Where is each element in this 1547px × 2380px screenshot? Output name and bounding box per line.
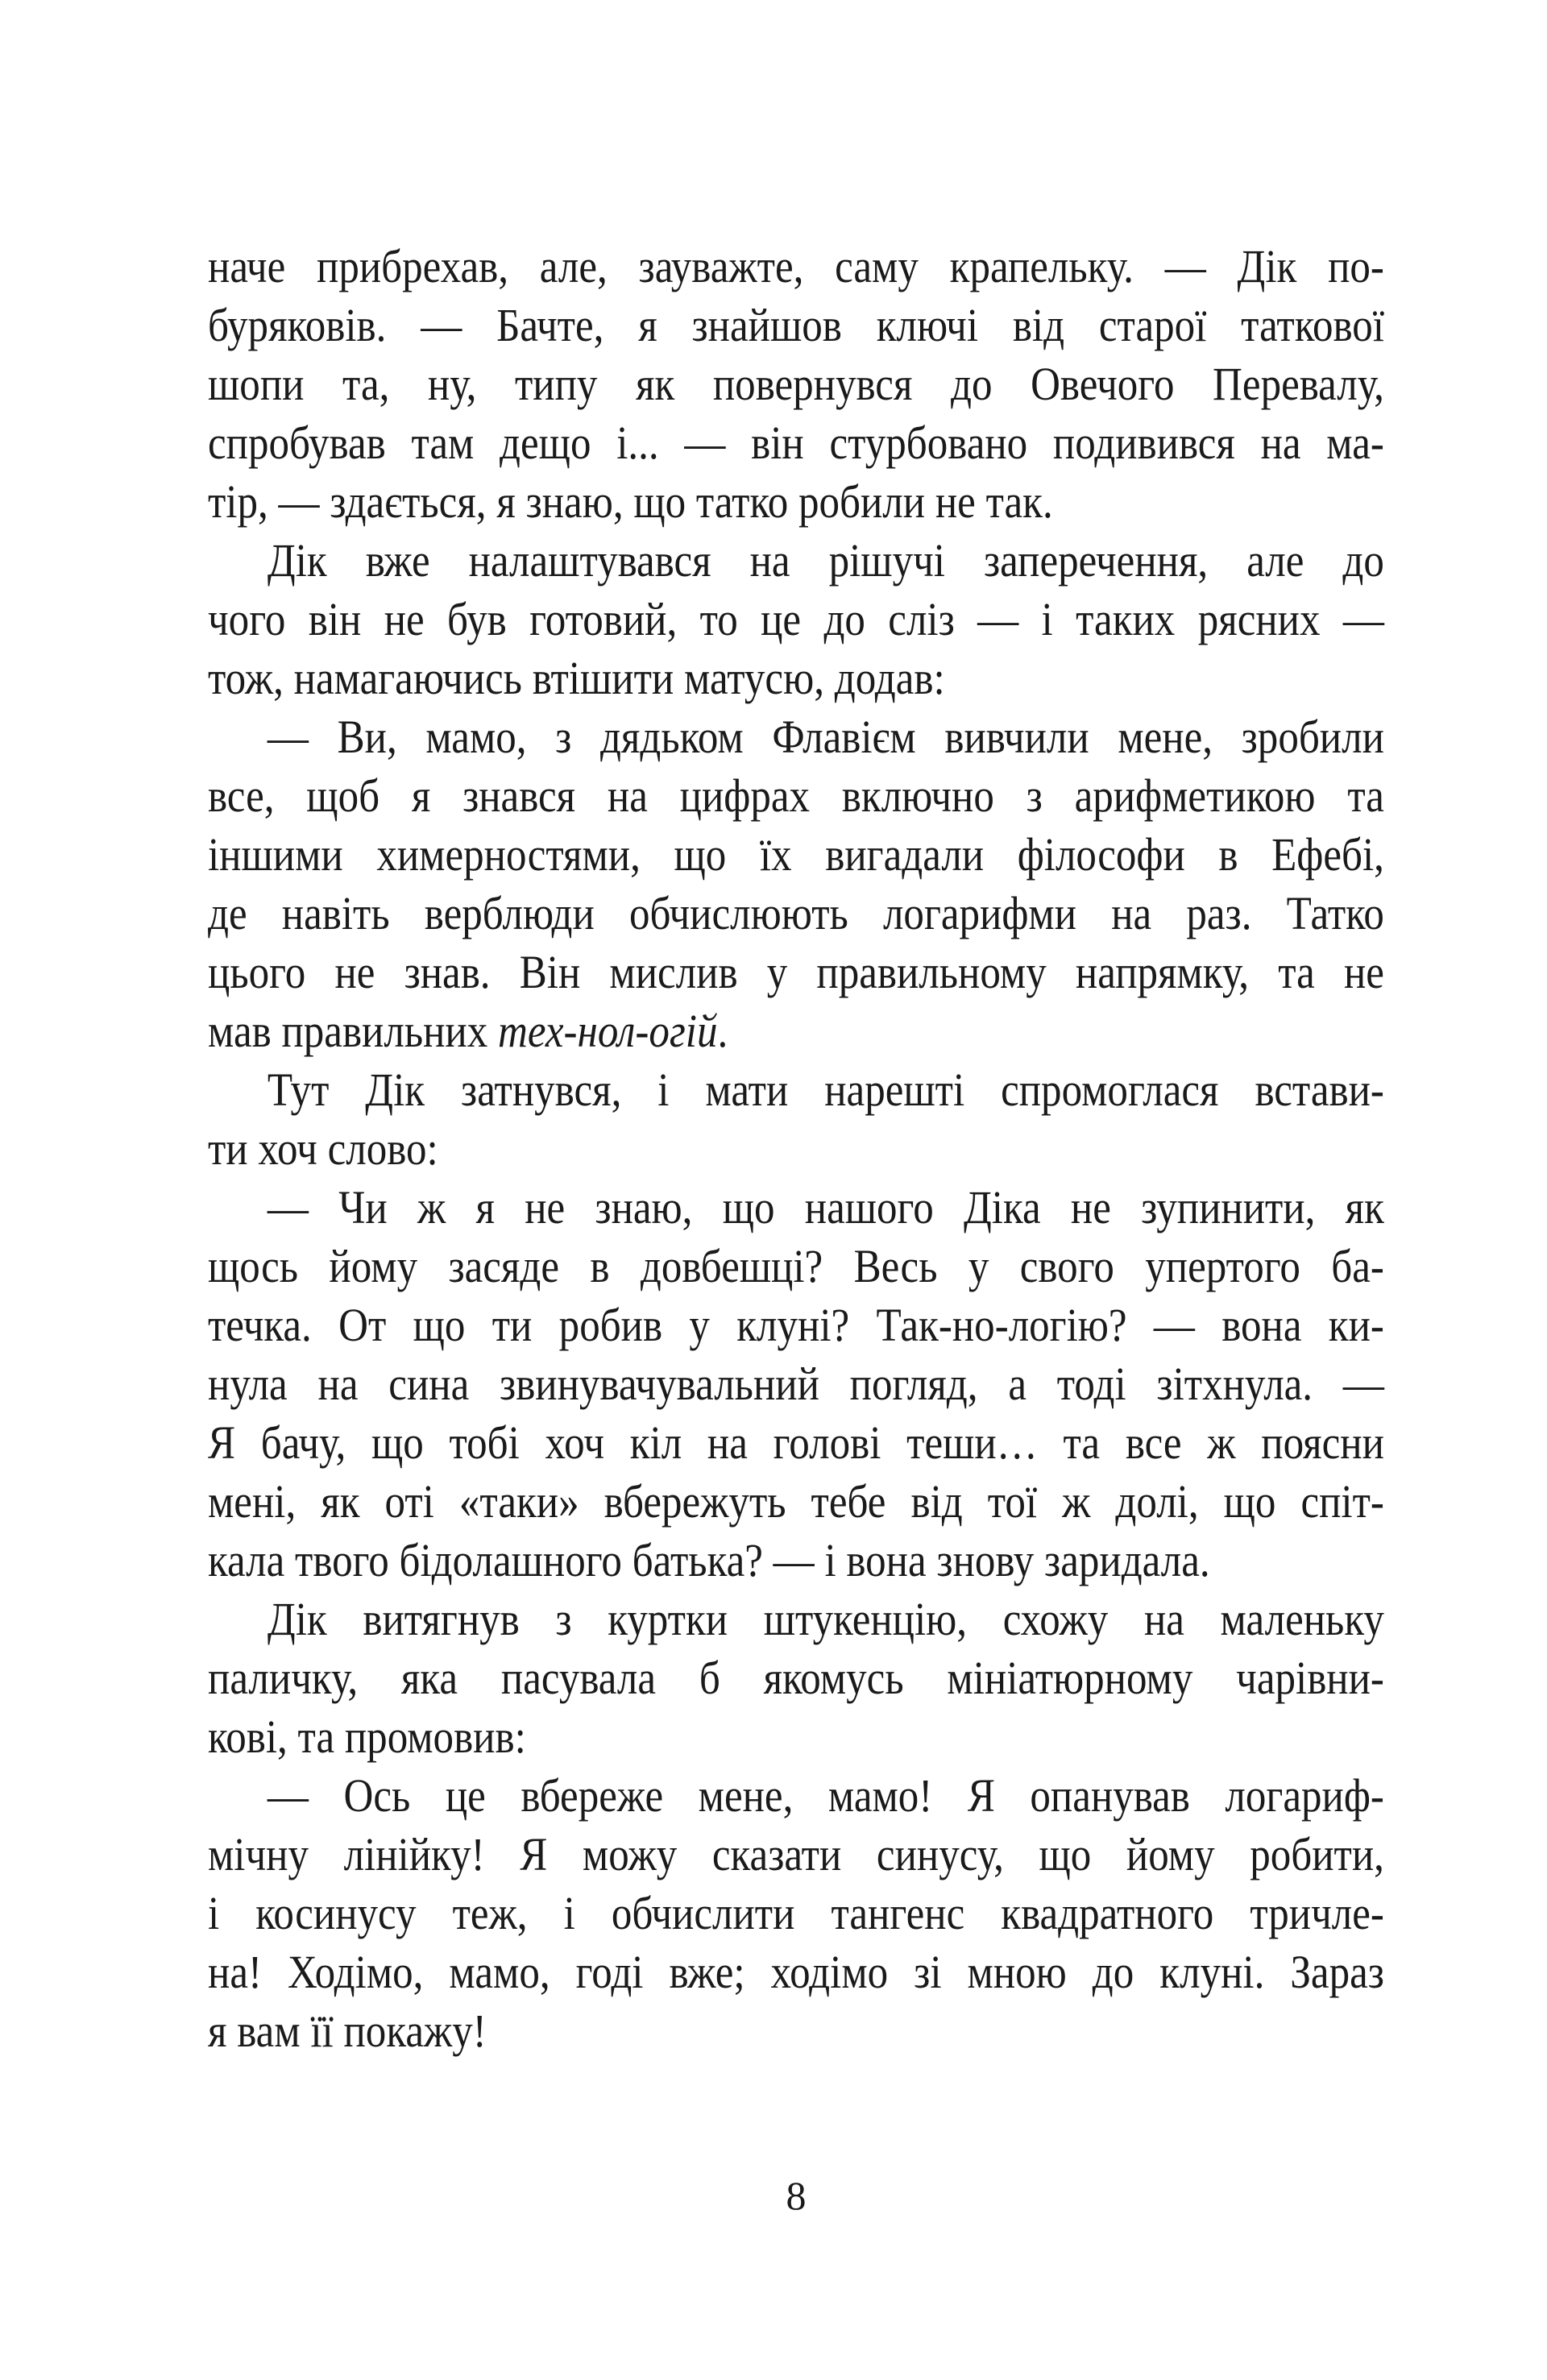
text-line: я вам її покажу! <box>208 2005 487 2057</box>
text-line: течка. От що ти робив у клуні? Так-но-логію? — вона ки- <box>208 1299 1384 1351</box>
text-line: Тут Дік затнувся, і мати нарешті спромоглася встави- <box>267 1064 1384 1116</box>
text-line: на! Ходімо, мамо, годі вже; ходімо зі мною до клуні. Зараз <box>208 1946 1384 1998</box>
text-line: тір, — здається, я знаю, що татко робили не так. <box>208 475 1053 528</box>
text-line: мені, як оті «таки» вбережуть тебе від тої ж долі, що спіт- <box>208 1475 1384 1528</box>
text-line: наче прибрехав, але, зауважте, саму крапельку. — Дік по- <box>208 240 1384 292</box>
page-number: 8 <box>786 2173 807 2218</box>
text-segment: . <box>717 1005 728 1057</box>
text-line: нула на сина звинувачувальний погляд, а тоді зітхнула. — <box>208 1358 1384 1410</box>
text-line: цього не знав. Він мислив у правильному напрямку, та не <box>208 946 1384 998</box>
text-line: Дік вже налаштувався на рішучі заперечення, але до <box>267 534 1384 587</box>
text-line: і косинусу теж, і обчислити тангенс квадратного тричле- <box>208 1887 1384 1939</box>
text-segment: мав правильних <box>208 1005 499 1057</box>
text-line: Я бачу, що тобі хоч кіл на голові теши… та все ж поясни <box>208 1416 1384 1469</box>
text-line: кала твого бідолашного батька? — і вона знову заридала. <box>208 1534 1210 1586</box>
text-line: буряковів. — Бачте, я знайшов ключі від старої таткової <box>208 299 1384 351</box>
text-line: щось йому засяде в довбешці? Весь у свого упертого ба- <box>208 1240 1384 1292</box>
text-line <box>208 1001 1384 1060</box>
text-line: паличку, яка пасувала б якомусь мініатюрному чарівни- <box>208 1652 1384 1704</box>
text-line: кові, та промовив: <box>208 1710 526 1763</box>
text-line: мічну лінійку! Я можу сказати синусу, що йому робити, <box>208 1828 1384 1880</box>
text-line: все, щоб я знався на цифрах включно з арифметикою та <box>208 769 1384 822</box>
text-line: Дік витягнув з куртки штукенцію, схожу на маленьку <box>267 1593 1384 1645</box>
text-line: — Ось це вбереже мене, мамо! Я опанував логариф- <box>267 1769 1384 1822</box>
text-line: чого він не був готовий, то це до сліз — і таких рясних — <box>208 593 1384 645</box>
text-line: іншими химерностями, що їх вигадали філософи в Ефебі, <box>208 828 1384 881</box>
text-line: — Ви, мамо, з дядьком Флавієм вивчили мене, зробили <box>267 711 1384 763</box>
text-line: — Чи ж я не знаю, що нашого Діка не зупинити, як <box>267 1181 1384 1234</box>
text-line: спробував там дещо і... — він стурбовано подивився на ма- <box>208 417 1384 469</box>
page-body-text <box>208 237 1384 2060</box>
text-line: тож, намагаючись втішити матусю, додав: <box>208 652 945 704</box>
text-line: ти хоч слово: <box>208 1122 438 1175</box>
italic-word: тех-нол-огій <box>498 1005 718 1057</box>
text-line: де навіть верблюди обчислюють логарифми на раз. Татко <box>208 887 1384 939</box>
text-line: шопи та, ну, типу як повернувся до Овечого Перевалу, <box>208 358 1384 410</box>
